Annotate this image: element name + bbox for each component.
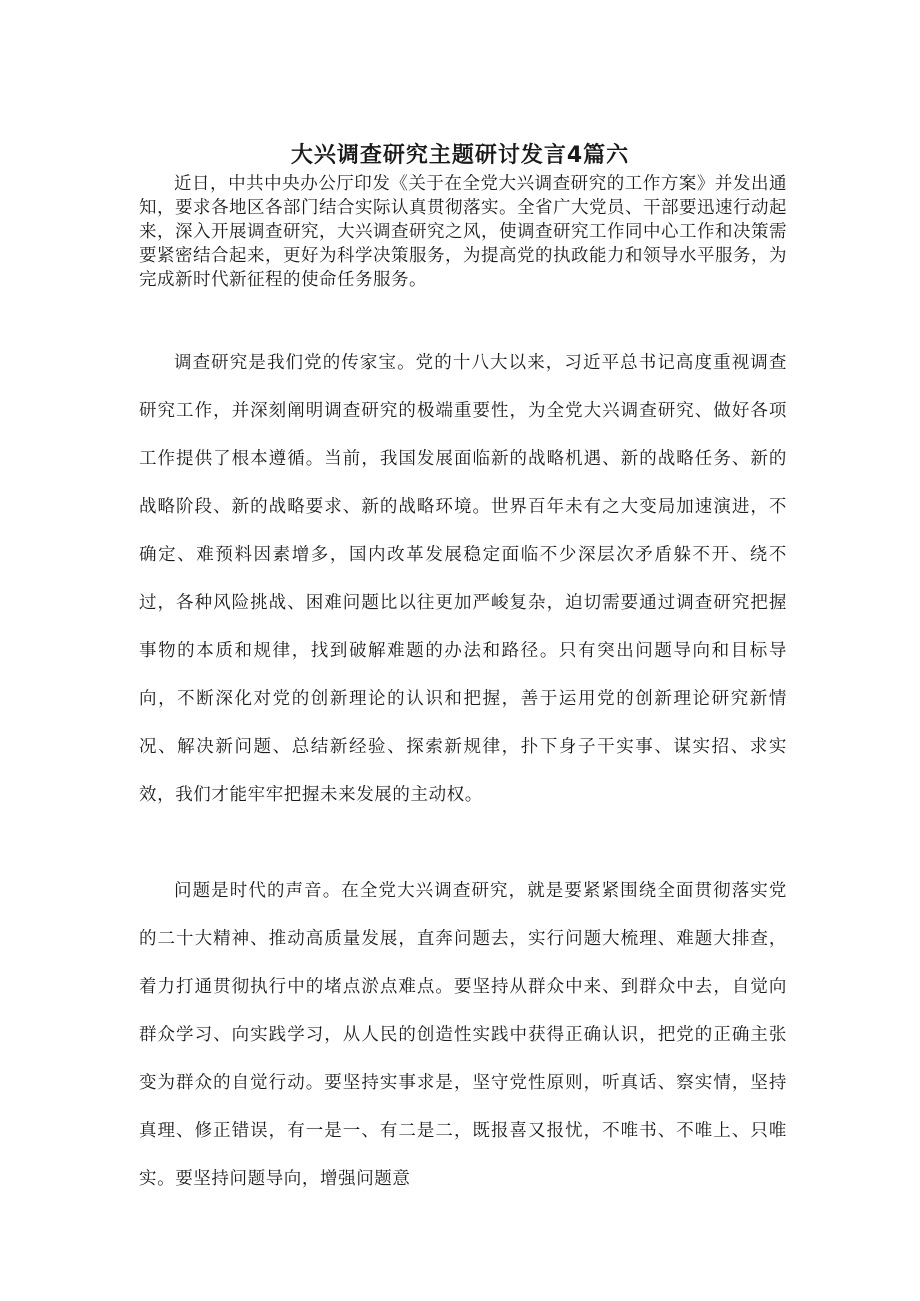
paragraph-intro: 近日，中共中央办公厅印发《关于在全党大兴调查研究的工作方案》并发出通知，要求各地区各部门结合实际认真贯彻落实。全省广大党员、干部要迅速行动起来，深入开展调查研究，大兴调查研究之风，使调查研究工作同中心工作和决策需要紧密结合起来，更好为科学决策服务，为提高党的执政能力和领导水平服务，为完成新时代新征程的使命任务服务。 <box>139 174 787 290</box>
paragraph-problem-orientation: 问题是时代的声音。在全党大兴调查研究，就是要紧紧围绕全面贯彻落实党的二十大精神、推动高质量发展，直奔问题去，实行问题大梳理、难题大排查，着力打通贯彻执行中的堵点淤点难点。要坚持从群众中来、到群众中去，自觉向群众学习、向实践学习，从人民的创造性实践中获得正确认识，把党的正确主张变为群众的自觉行动。要坚持实事求是，坚守党性原则，听真话、察实情，坚持真理、修正错误，有一是一、有二是二，既报喜又报忧，不唯书、不唯上、只唯实。要坚持问题导向，增强问题意 <box>139 881 787 1189</box>
paragraph-research-tradition: 调查研究是我们党的传家宝。党的十八大以来，习近平总书记高度重视调查研究工作，并深刻阐明调查研究的极端重要性，为全党大兴调查研究、做好各项工作提供了根本遵循。当前，我国发展面临新的战略机遇、新的战略任务、新的战略阶段、新的战略要求、新的战略环境。世界百年未有之大变局加速演进，不确定、难预料因素增多，国内改革发展稳定面临不少深层次矛盾躲不开、绕不过，各种风险挑战、困难问题比以往更加严峻复杂，迫切需要通过调查研究把握事物的本质和规律，找到破解难题的办法和路径。只有突出问题导向和目标导向，不断深化对党的创新理论的认识和把握，善于运用党的创新理论研究新情况、解决新问题、总结新经验、探索新规律，扑下身子干实事、谋实招、求实效，我们才能牢牢把握未来发展的主动权。 <box>139 353 787 805</box>
document-title: 大兴调查研究主题研讨发言4篇六 <box>290 143 630 168</box>
